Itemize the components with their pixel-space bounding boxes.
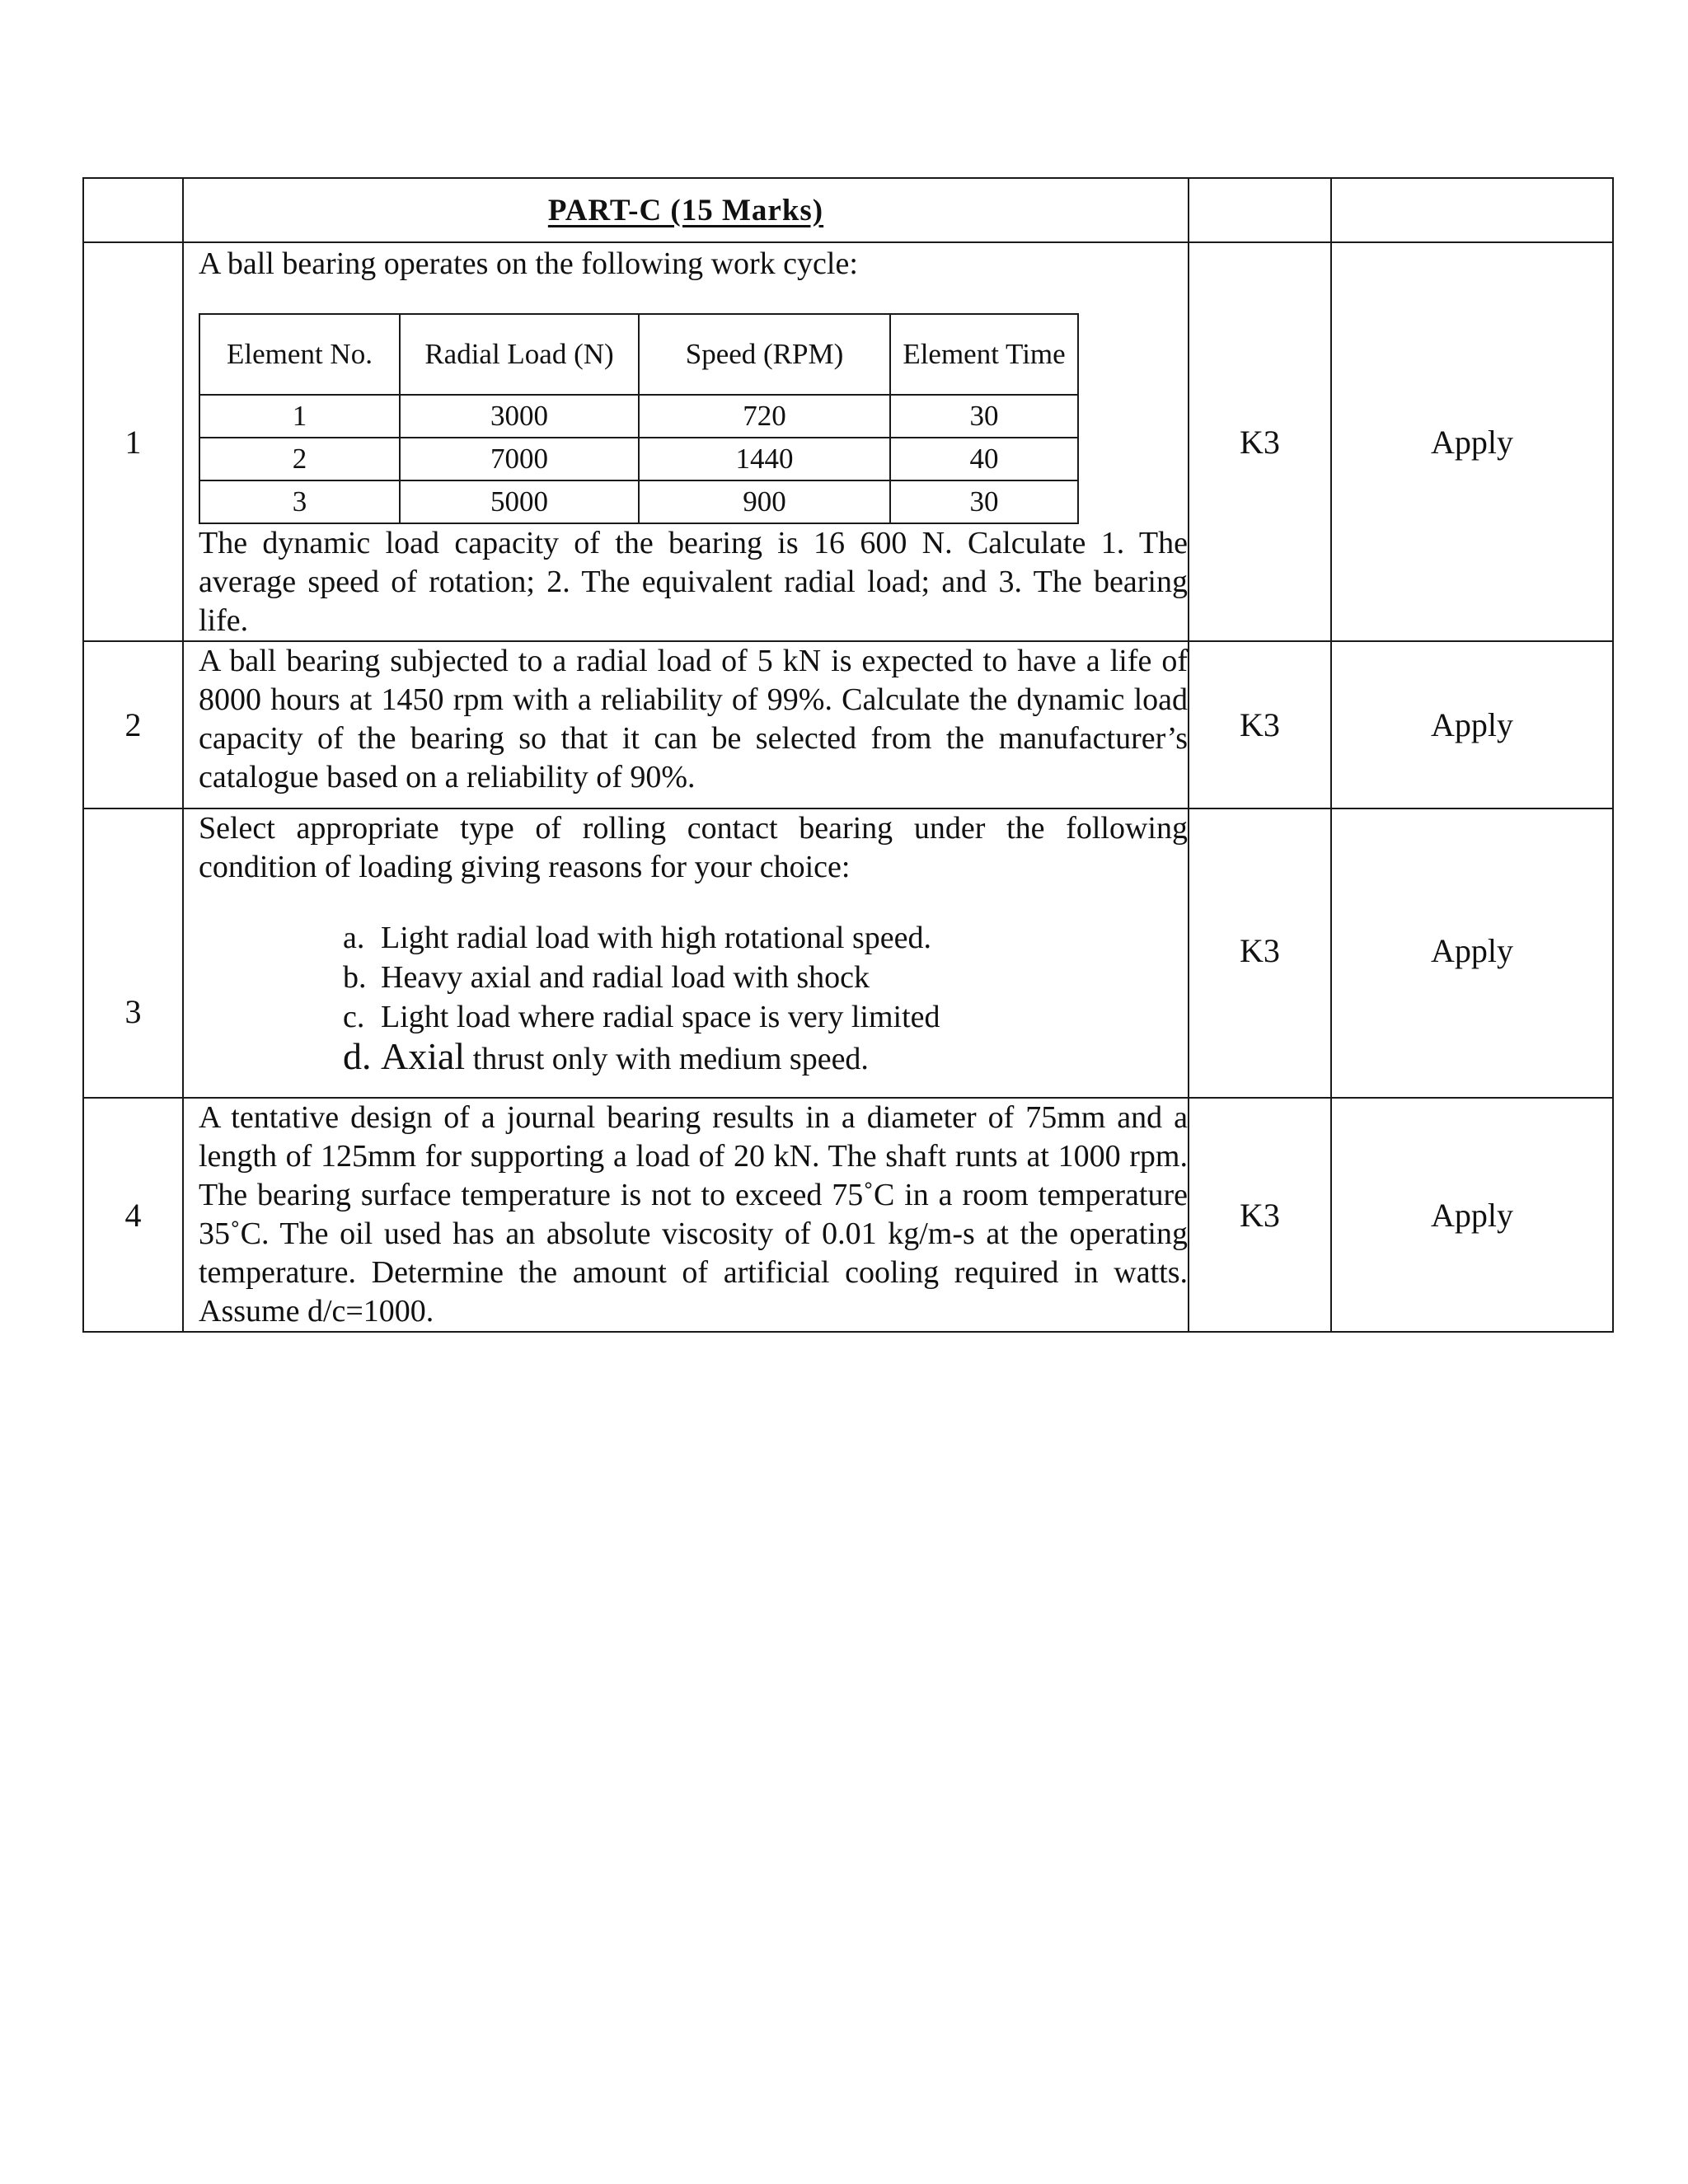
question-3-content bbox=[184, 809, 1188, 1079]
option-text: thrust only with medium speed. bbox=[472, 1042, 869, 1076]
work-cycle-header-row bbox=[199, 314, 1078, 395]
option-item bbox=[343, 958, 1188, 997]
option-letter: b. bbox=[343, 960, 367, 995]
option-letter: c. bbox=[343, 1000, 365, 1034]
work-cycle-cell: 40 bbox=[890, 438, 1078, 480]
option-text: Light radial load with high rotational speed. bbox=[381, 921, 932, 955]
work-cycle-cell: 30 bbox=[890, 480, 1078, 523]
question-1-text: The dynamic load capacity of the bearing is 16 600 N. Calculate 1. The average speed of rotation; 2. The equivalent radial load; and 3. The bearing life. bbox=[199, 526, 1188, 638]
k-level: K3 bbox=[1189, 242, 1331, 641]
k-level: K3 bbox=[1189, 641, 1331, 808]
question-3-intro: Select appropriate type of rolling contact bearing under the following condition of loading giving reasons for your choice: bbox=[199, 811, 1188, 884]
work-cycle-cell: 5000 bbox=[400, 480, 639, 523]
header-k-level-cell bbox=[1189, 178, 1331, 242]
option-text: Heavy axial and radial load with shock bbox=[381, 960, 870, 995]
work-cycle-row bbox=[199, 438, 1078, 480]
work-cycle-cell: 2 bbox=[199, 438, 400, 480]
option-head: Axial bbox=[381, 1035, 466, 1077]
question-2-text: A ball bearing subjected to a radial load of 5 kN is expected to have a life of 8000 hours at 1450 rpm with a reliability of 99%. Calculate the dynamic load capacity of the bearing so that it can be selected from the manufacturer’s catalogue based on a reliability of 90%. bbox=[199, 644, 1188, 794]
header-bloom-cell bbox=[1331, 178, 1613, 242]
question-text-cell bbox=[183, 1098, 1189, 1332]
question-4-text: A tentative design of a journal bearing results in a diameter of 75mm and a length of 125mm for supporting a load of 20 kN. The shaft runts at 1000 rpm. The bearing surface temperature is not to exceed 75˚C in a room temperature 35˚C. The oil used has an absolute viscosity of 0.01 kg/m-s at the operating temperature. Determine the amount of artificial cooling required in watts. Assume d/c=1000. bbox=[199, 1100, 1188, 1329]
work-cycle-row bbox=[199, 395, 1078, 438]
question-text-cell bbox=[183, 808, 1189, 1098]
work-cycle-cell: 1440 bbox=[639, 438, 890, 480]
question-text-cell bbox=[183, 641, 1189, 808]
work-cycle-cell: 3 bbox=[199, 480, 400, 523]
question-row-1 bbox=[83, 242, 1613, 641]
option-item bbox=[343, 1037, 1188, 1079]
question-number: 2 bbox=[83, 641, 183, 808]
question-1-content bbox=[184, 245, 1188, 640]
work-cycle-cell: 30 bbox=[890, 395, 1078, 438]
question-number: 4 bbox=[83, 1098, 183, 1332]
option-text: Light load where radial space is very limited bbox=[381, 1000, 940, 1034]
bloom-level: Apply bbox=[1331, 1098, 1613, 1332]
question-number: 3 bbox=[83, 808, 183, 1098]
option-item bbox=[343, 918, 1188, 958]
work-cycle-col-header: Radial Load (N) bbox=[400, 314, 639, 395]
work-cycle-cell: 1 bbox=[199, 395, 400, 438]
question-table bbox=[82, 177, 1614, 1333]
work-cycle-col-header: Speed (RPM) bbox=[639, 314, 890, 395]
option-letter: a. bbox=[343, 921, 365, 955]
k-level: K3 bbox=[1189, 1098, 1331, 1332]
bloom-level: Apply bbox=[1331, 808, 1613, 1098]
bloom-level: Apply bbox=[1331, 641, 1613, 808]
question-row-4 bbox=[83, 1098, 1613, 1332]
header-row bbox=[83, 178, 1613, 242]
question-row-3 bbox=[83, 808, 1613, 1098]
header-number-cell bbox=[83, 178, 183, 242]
option-item bbox=[343, 997, 1188, 1037]
question-row-2 bbox=[83, 641, 1613, 808]
k-level: K3 bbox=[1189, 808, 1331, 1098]
question-number: 1 bbox=[83, 242, 183, 641]
part-title-cell bbox=[183, 178, 1189, 242]
work-cycle-row bbox=[199, 480, 1078, 523]
work-cycle-table bbox=[199, 313, 1079, 524]
work-cycle-cell: 3000 bbox=[400, 395, 639, 438]
work-cycle-cell: 900 bbox=[639, 480, 890, 523]
work-cycle-col-header: Element Time bbox=[890, 314, 1078, 395]
bloom-level: Apply bbox=[1331, 242, 1613, 641]
option-list bbox=[199, 918, 1188, 1079]
work-cycle-col-header: Element No. bbox=[199, 314, 400, 395]
work-cycle-cell: 7000 bbox=[400, 438, 639, 480]
work-cycle-cell: 720 bbox=[639, 395, 890, 438]
option-letter: d. bbox=[343, 1035, 372, 1077]
part-title: PART-C (15 Marks) bbox=[547, 193, 824, 227]
question-text-cell bbox=[183, 242, 1189, 641]
question-1-intro: A ball bearing operates on the following work cycle: bbox=[199, 246, 858, 281]
